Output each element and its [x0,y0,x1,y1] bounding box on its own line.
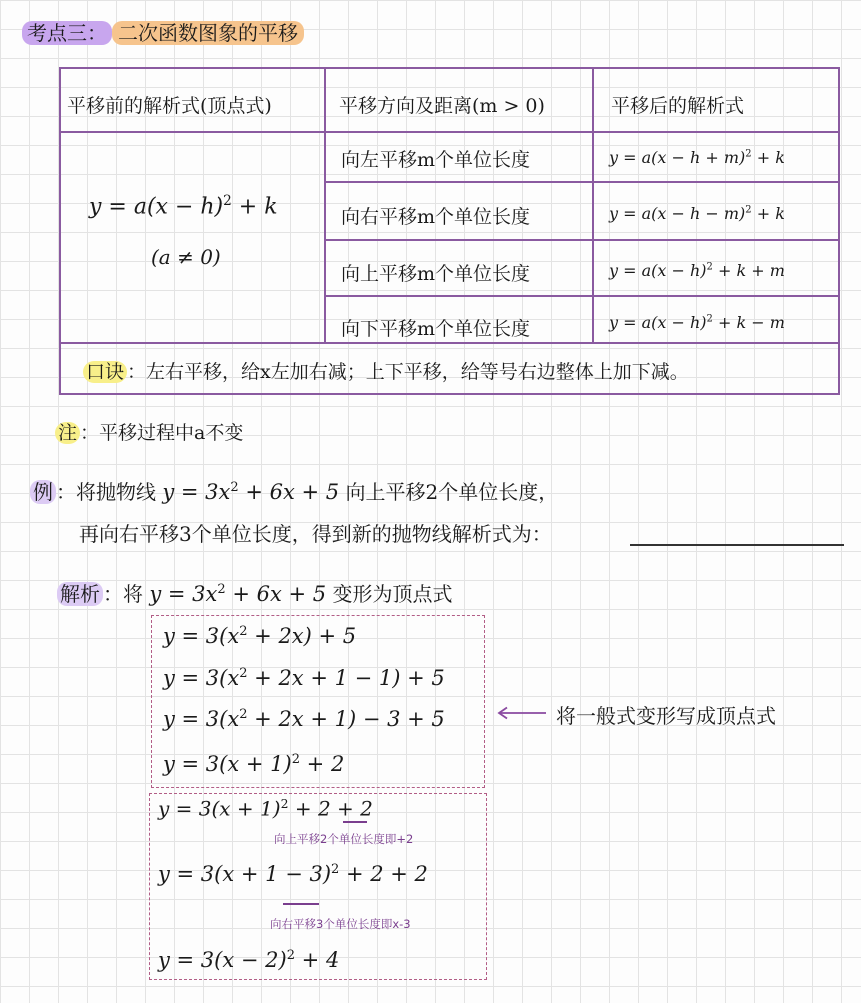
left-arrow-icon [496,706,548,720]
header-after: 平移后的解析式 [611,95,745,117]
answer-blank[interactable] [630,544,844,546]
vertex-form-formula: $y = a(x - h)^2 + k$ [89,193,278,220]
row-up-result: $y = a(x - h)^2 + k + m$ [609,261,785,280]
shift-note-right: 向右平移3个单位长度即x-3 [270,917,411,931]
header-direction: 平移方向及距离(m > 0) [339,95,545,117]
mnemonic-text: ：左右平移，给x左加右减；上下平移，给等号右边整体上加下减。 [127,361,689,383]
underline-minus-3 [283,903,319,905]
step-4: $y = 3(x + 1)^2 + 2$ [163,752,345,776]
row-left-direction: 向左平移m个单位长度 [341,149,531,171]
row-right-direction: 向右平移m个单位长度 [341,206,531,228]
shift-step-2: $y = 3(x + 1 - 3)^2 + 2 + 2$ [158,862,428,886]
step-3: $y = 3(x^2 + 2x + 1) - 3 + 5$ [163,707,445,731]
underline-plus-2 [343,821,367,823]
mnemonic-label: 口诀 [83,361,127,383]
note-text: ：平移过程中a不变 [80,422,244,444]
step-2: $y = 3(x^2 + 2x + 1 - 1) + 5$ [163,666,445,690]
note [55,418,243,445]
step-1: $y = 3(x^2 + 2x) + 5$ [163,624,357,648]
a-nonzero-note: (a ≠ 0) [151,245,221,269]
row-left-result: $y = a(x - h + m)^2 + k$ [609,148,785,167]
heading-tag: 考点三： [22,21,112,45]
example-line-1: 例 ：将抛物线 $y = 3x^2 + 6x + 5$ 向上平移2个单位长度， [30,476,558,505]
row-right-result: $y = a(x - h - m)^2 + k$ [609,204,785,223]
mnemonic [83,357,689,384]
translation-table [59,67,840,395]
header-before: 平移前的解析式(顶点式) [67,95,272,117]
row-down-result: $y = a(x - h)^2 + k - m$ [609,313,785,332]
solution-intro: 解析 ：将 $y = 3x^2 + 6x + 5$ 变形为顶点式 [57,578,452,607]
shift-step-3: $y = 3(x - 2)^2 + 4$ [158,948,340,972]
example-line-2: 再向右平移3个单位长度，得到新的抛物线解析式为： [79,522,552,546]
shift-note-up: 向上平移2个单位长度即+2 [274,832,414,846]
arrow-note: 将一般式变形写成顶点式 [556,704,776,728]
solution-label: 解析 [57,582,103,606]
row-down-direction: 向下平移m个单位长度 [341,318,531,340]
example-label: 例 [30,480,56,504]
row-up-direction: 向上平移m个单位长度 [341,263,531,285]
heading-title: 二次函数图象的平移 [112,21,304,45]
shift-step-1: $y = 3(x + 1)^2 + 2 + 2$ [158,796,373,821]
note-label: 注 [55,422,80,444]
section-heading [22,17,304,46]
